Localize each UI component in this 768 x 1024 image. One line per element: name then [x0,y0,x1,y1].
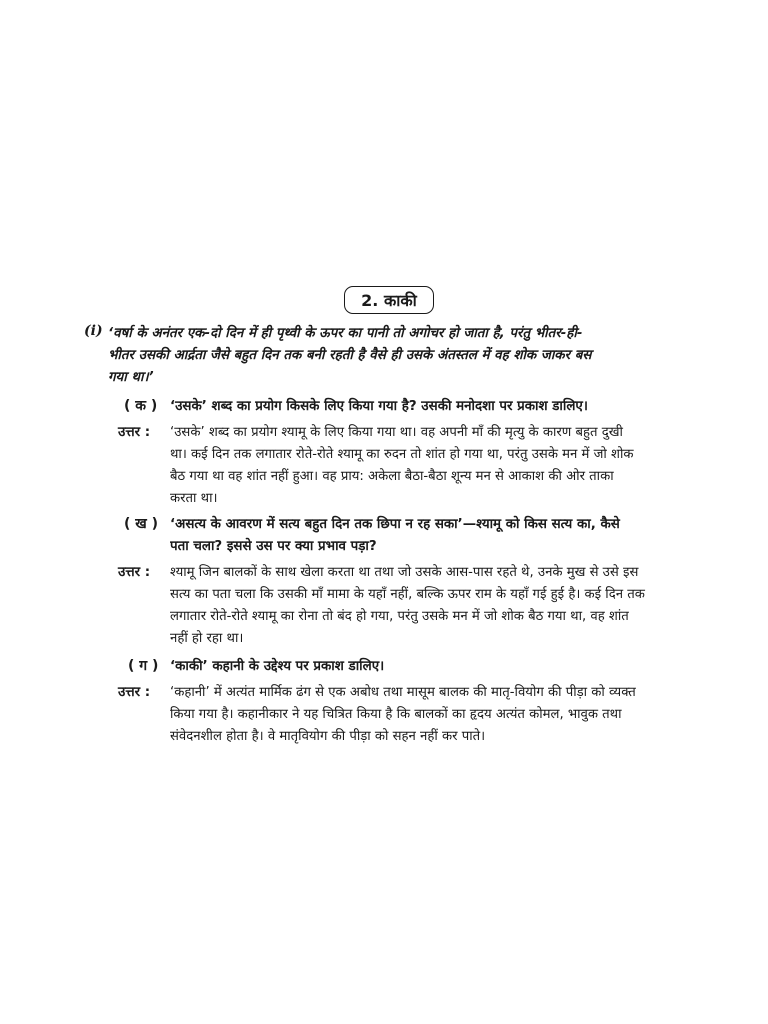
passage-number: (i) [84,323,103,339]
question-label-ga: ( ग ) [128,658,159,674]
question-line: ‘काकी’ कहानी के उद्देश्य पर प्रकाश डालिए। [170,659,385,674]
question-ga [170,656,715,678]
answer-kha [170,562,715,650]
answer-line: करता था। [170,491,218,506]
answer-ka [170,422,715,510]
passage-line: भीतर उसकी आर्द्रता जैसे बहुत दिन तक बनी रहती है वैसे ही उसके अंतस्तल में वह शोक जाकर बस [108,348,592,363]
answer-line: संवेदनशील होता है। वे मातृवियोग की पीड़ा को सहन नहीं कर पाते। [170,729,486,744]
question-kha [170,514,715,558]
chapter-title: 2. काकी [344,286,434,314]
answer-line: नहीं हो रहा था। [170,631,244,646]
answer-line: सत्य का पता चला कि उसकी माँ मामा के यहाँ नहीं, बल्कि ऊपर राम के यहाँ गई हुई है। कई दिन तक [170,587,645,602]
answer-line: श्यामू जिन बालकों के साथ खेला करता था तथा जो उसके आस-पास रहते थे, उनके मुख से उसे इस [170,565,639,580]
answer-line: लगातार रोते-रोते श्यामू का रोना तो बंद हो गया, परंतु उसके मन में जो शोक बैठ गया था, वह शांत [170,609,629,624]
question-ka [170,396,715,418]
answer-label-kha: उत्तर : [118,565,151,580]
passage-line: ‘वर्षा के अनंतर एक-दो दिन में ही पृथ्वी के ऊपर का पानी तो अगोचर हो जाता है, परंतु भीतर-ही- [108,326,583,341]
question-line: ‘उसके’ शब्द का प्रयोग किसके लिए किया गया है? उसकी मनोदशा पर प्रकाश डालिए। [170,399,588,414]
answer-line: बैठ गया था वह शांत नहीं हुआ। वह प्राय: अकेला बैठा-बैठा शून्य मन से आकाश की ओर ताका [170,469,614,484]
answer-line: था। कई दिन तक लगातार रोते-रोते श्यामू का रुदन तो शांत हो गया था, परंतु उसके मन में जो शोक [170,447,634,462]
answer-label-ga: उत्तर : [118,685,151,700]
answer-line: किया गया है। कहानीकार ने यह चित्रित किया है कि बालकों का हृदय अत्यंत कोमल, भावुक तथा [170,707,622,722]
answer-label-ka: उत्तर : [118,425,151,440]
answer-ga [170,682,715,748]
passage-line: गया था।’ [108,370,154,385]
question-label-kha: ( ख ) [124,516,158,532]
question-line: ‘असत्य के आवरण में सत्य बहुत दिन तक छिपा न रह सका’—श्यामू को किस सत्य का, कैसे [170,517,620,532]
passage-text [108,323,708,389]
answer-line: ‘कहानी’ में अत्यंत मार्मिक ढंग से एक अबोध तथा मासूम बालक की मातृ-वियोग की पीड़ा को व्यक्त [170,685,636,700]
answer-line: ‘उसके’ शब्द का प्रयोग श्यामू के लिए किया गया था। वह अपनी माँ की मृत्यु के कारण बहुत दुखी [170,425,623,440]
question-line: पता चला? इससे उस पर क्या प्रभाव पड़ा? [170,539,377,554]
question-label-ka: ( क ) [124,398,158,414]
